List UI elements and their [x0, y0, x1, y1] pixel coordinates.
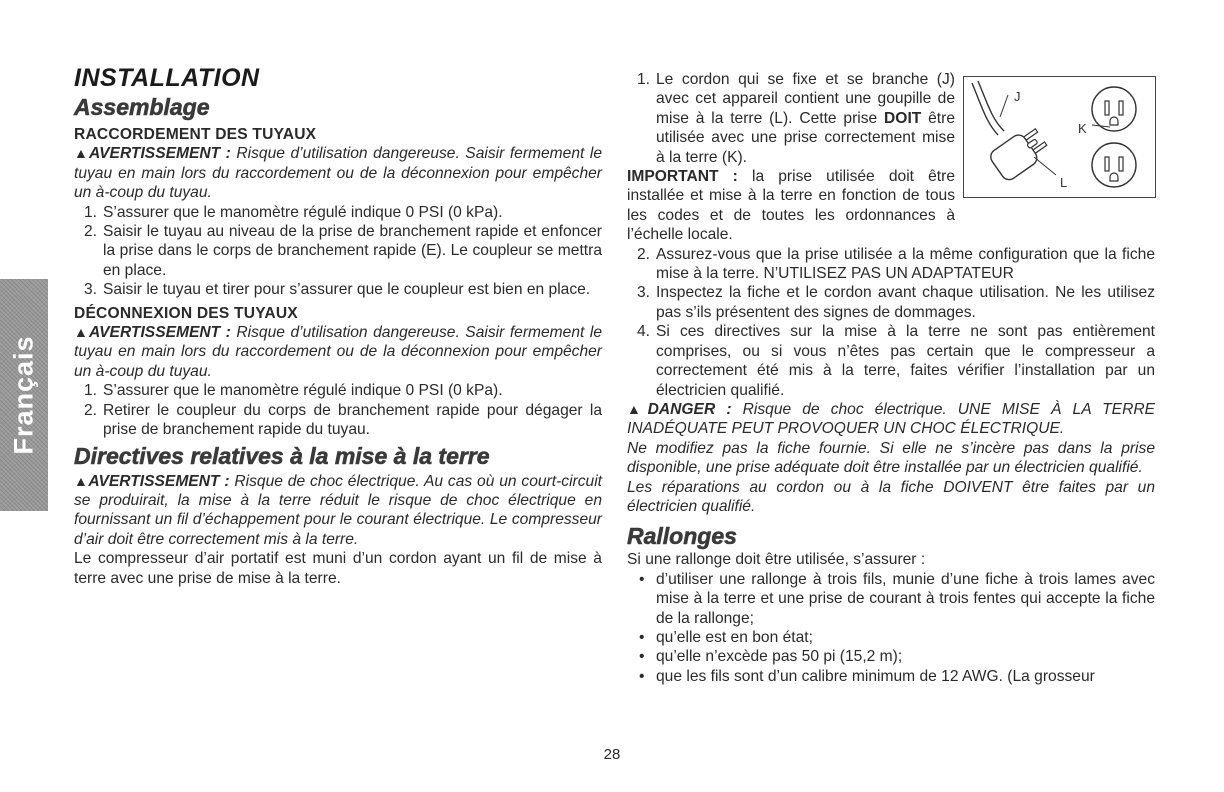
grounded-plug-figure — [963, 76, 1156, 198]
step-text: Le cordon qui se fixe et se branche (J) avec cet appareil contient une goupille de mise à la terre (L). Cette prise — [656, 71, 955, 127]
danger-note-2: Les réparations au cordon ou à la fiche DOIVENT être faites par un électricien qualifié. — [627, 478, 1155, 515]
warning-triangle-icon: ▲ — [627, 400, 648, 417]
step-text-cont: être utilisée avec une prise correctement mise à la terre (K). — [656, 109, 955, 166]
list-item — [627, 322, 1155, 400]
bullet-icon: • — [639, 648, 645, 666]
cord-line — [972, 83, 998, 135]
bullet-icon: • — [639, 570, 645, 588]
language-side-tab — [0, 279, 48, 511]
warning-label: AVERTISSEMENT : — [88, 472, 230, 490]
warning-triangle-icon: ▲ — [74, 145, 90, 162]
left-column — [74, 64, 602, 588]
label-k: K — [1078, 121, 1087, 136]
important-note-start — [627, 167, 955, 245]
warning-text: Risque d’utilisation dangereuse. Saisir fermement le tuyau en main lors du raccordement ou de la déconnexion pour empêcher un à-coup du tuyau. — [74, 324, 602, 380]
list-item — [74, 401, 602, 440]
step-number: 1. — [84, 382, 98, 400]
plug-figure-block — [627, 70, 1155, 245]
danger-text: Risque de choc électrique. UNE MISE À LA TERRE INADÉQUATE PEUT PROVOQUER UN CHOC ÉLECTRIQUE. — [627, 400, 1155, 438]
danger-note-1: Ne modifiez pas la fiche fournie. Si elle ne s’incère pas dans la prise disponible, une prise adéquate doit être installée par un électricien qualifié. — [627, 439, 1155, 477]
step-text: S’assurer que le manomètre régulé indique 0 PSI (0 kPa). — [103, 203, 503, 221]
page-number: 28 — [603, 746, 621, 763]
warning-text: Risque de choc électrique. Au cas où un court-circuit se produirait, la mise à la terre réduit le risque de choc électrique en fournissant un fil d’échappement pour le courant électrique. Le compresseur d’air doit être correctement mis à la terre. — [74, 472, 602, 548]
extension-bullets — [627, 570, 1155, 686]
disconnect-warning — [74, 323, 602, 381]
bullet-text: d’utiliser une rallonge à trois fils, munie d’une fiche à trois lames avec mise à la terre et une prise de courant à trois fentes qui accepte la fiche de la rallonge; — [656, 570, 1155, 627]
label-j: J — [1014, 89, 1021, 104]
step-text: Assurez-vous que la prise utilisée a la même configuration que la fiche mise à la terre. N’UTILISEZ PAS UN ADAPTATEUR — [656, 245, 1155, 283]
danger-warning — [627, 400, 1155, 439]
disconnect-heading: DÉCONNEXION DES TUYAUX — [74, 304, 298, 322]
extension-intro: Si une rallonge doit être utilisée, s’assurer : — [627, 551, 926, 569]
right-column — [627, 70, 1155, 686]
leader-line-j — [1000, 95, 1008, 117]
step-number: 1. — [84, 203, 98, 221]
step-number: 2. — [84, 401, 98, 419]
step-text: Retirer le coupleur du corps de branchement rapide pour dégager la prise de branchement rapide du tuyau. — [103, 401, 602, 439]
grounding-body: Le compresseur d’air portatif est muni d’un cordon ayant un fil de mise à terre avec une prise de mise à la terre. — [74, 550, 602, 587]
step-number: 3. — [84, 281, 98, 299]
section-title: INSTALLATION — [74, 64, 260, 92]
item-1-list — [627, 70, 955, 167]
list-item — [627, 628, 1155, 647]
step-number: 2. — [637, 245, 651, 263]
step-number: 1. — [637, 71, 651, 88]
step-text: S’assurer que le manomètre régulé indique 0 PSI (0 kPa). — [103, 382, 503, 400]
warning-triangle-icon: ▲ — [74, 324, 90, 341]
grounding-steps — [627, 245, 1155, 400]
outlet-icon — [1092, 87, 1136, 187]
list-item — [627, 283, 1155, 322]
list-item — [74, 203, 602, 222]
language-tab-label: Français — [8, 335, 39, 455]
connect-steps — [74, 203, 602, 300]
connect-heading: RACCORDEMENT DES TUYAUX — [74, 126, 317, 143]
label-l: L — [1060, 175, 1068, 190]
list-item — [627, 570, 1155, 628]
assembly-heading: Assemblage — [74, 94, 210, 120]
step-text: Si ces directives sur la mise à la terre ne sont pas entièrement comprises, ou si vous n’êtes pas certain que le compresseur a correctement été mis à la terre, faites vérifier l’installation par un électricien qualifié. — [656, 323, 1155, 399]
bullet-icon: • — [639, 667, 645, 685]
important-text: la prise utilisée doit être installée et mise à la terre en fonction de tous les codes et de toutes les ordonnances à l’échelle locale. — [627, 168, 955, 244]
bullet-text: qu’elle n’excède pas 50 pi (15,2 m); — [656, 648, 903, 666]
list-item — [627, 647, 1155, 666]
leader-line-l — [1034, 157, 1056, 175]
step-text: Saisir le tuyau au niveau de la prise de branchement rapide et enfoncer la prise dans le corps de branchement rapide (E). Le coupleur se mettra en place. — [103, 223, 602, 279]
list-item — [627, 245, 1155, 284]
list-item — [74, 381, 602, 400]
grounding-heading: Directives relatives à la mise à la terre — [74, 442, 490, 469]
item-1-block — [627, 70, 955, 245]
step-text: Inspectez la fiche et le cordon avant chaque utilisation. Ne les utilisez pas s’ils présentent des signes de dommages. — [656, 284, 1155, 321]
grounding-warning — [74, 472, 602, 550]
important-label: IMPORTANT : — [627, 168, 738, 186]
step-text: Saisir le tuyau et tirer pour s’assurer que le coupleur est bien en place. — [103, 281, 591, 299]
step-number: 4. — [637, 323, 651, 341]
emphasis-must: DOIT — [884, 109, 922, 127]
bullet-text: que les fils sont d’un calibre minimum de 12 AWG. (La grosseur — [656, 667, 1095, 685]
warning-triangle-icon: ▲ — [74, 472, 89, 489]
plug-outlet-diagram — [964, 77, 1154, 196]
connect-warning — [74, 144, 602, 202]
plug-icon — [988, 124, 1052, 183]
list-item — [74, 280, 602, 299]
extension-heading: Rallonges — [627, 523, 737, 550]
list-item — [627, 667, 1155, 686]
disconnect-steps — [74, 381, 602, 439]
warning-text: Risque d’utilisation dangereuse. Saisir fermement le tuyau en main lors du raccordement ou de la déconnexion pour empêcher un à-coup du tuyau. — [74, 145, 602, 202]
list-item — [74, 222, 602, 280]
list-item — [627, 70, 955, 167]
step-number: 3. — [637, 284, 651, 302]
warning-label: AVERTISSEMENT : — [89, 324, 231, 342]
bullet-icon: • — [639, 628, 645, 646]
bullet-text: qu’elle est en bon état; — [656, 628, 813, 646]
danger-label: DANGER : — [647, 400, 732, 418]
warning-label: AVERTISSEMENT : — [89, 145, 231, 163]
step-number: 2. — [84, 223, 98, 241]
